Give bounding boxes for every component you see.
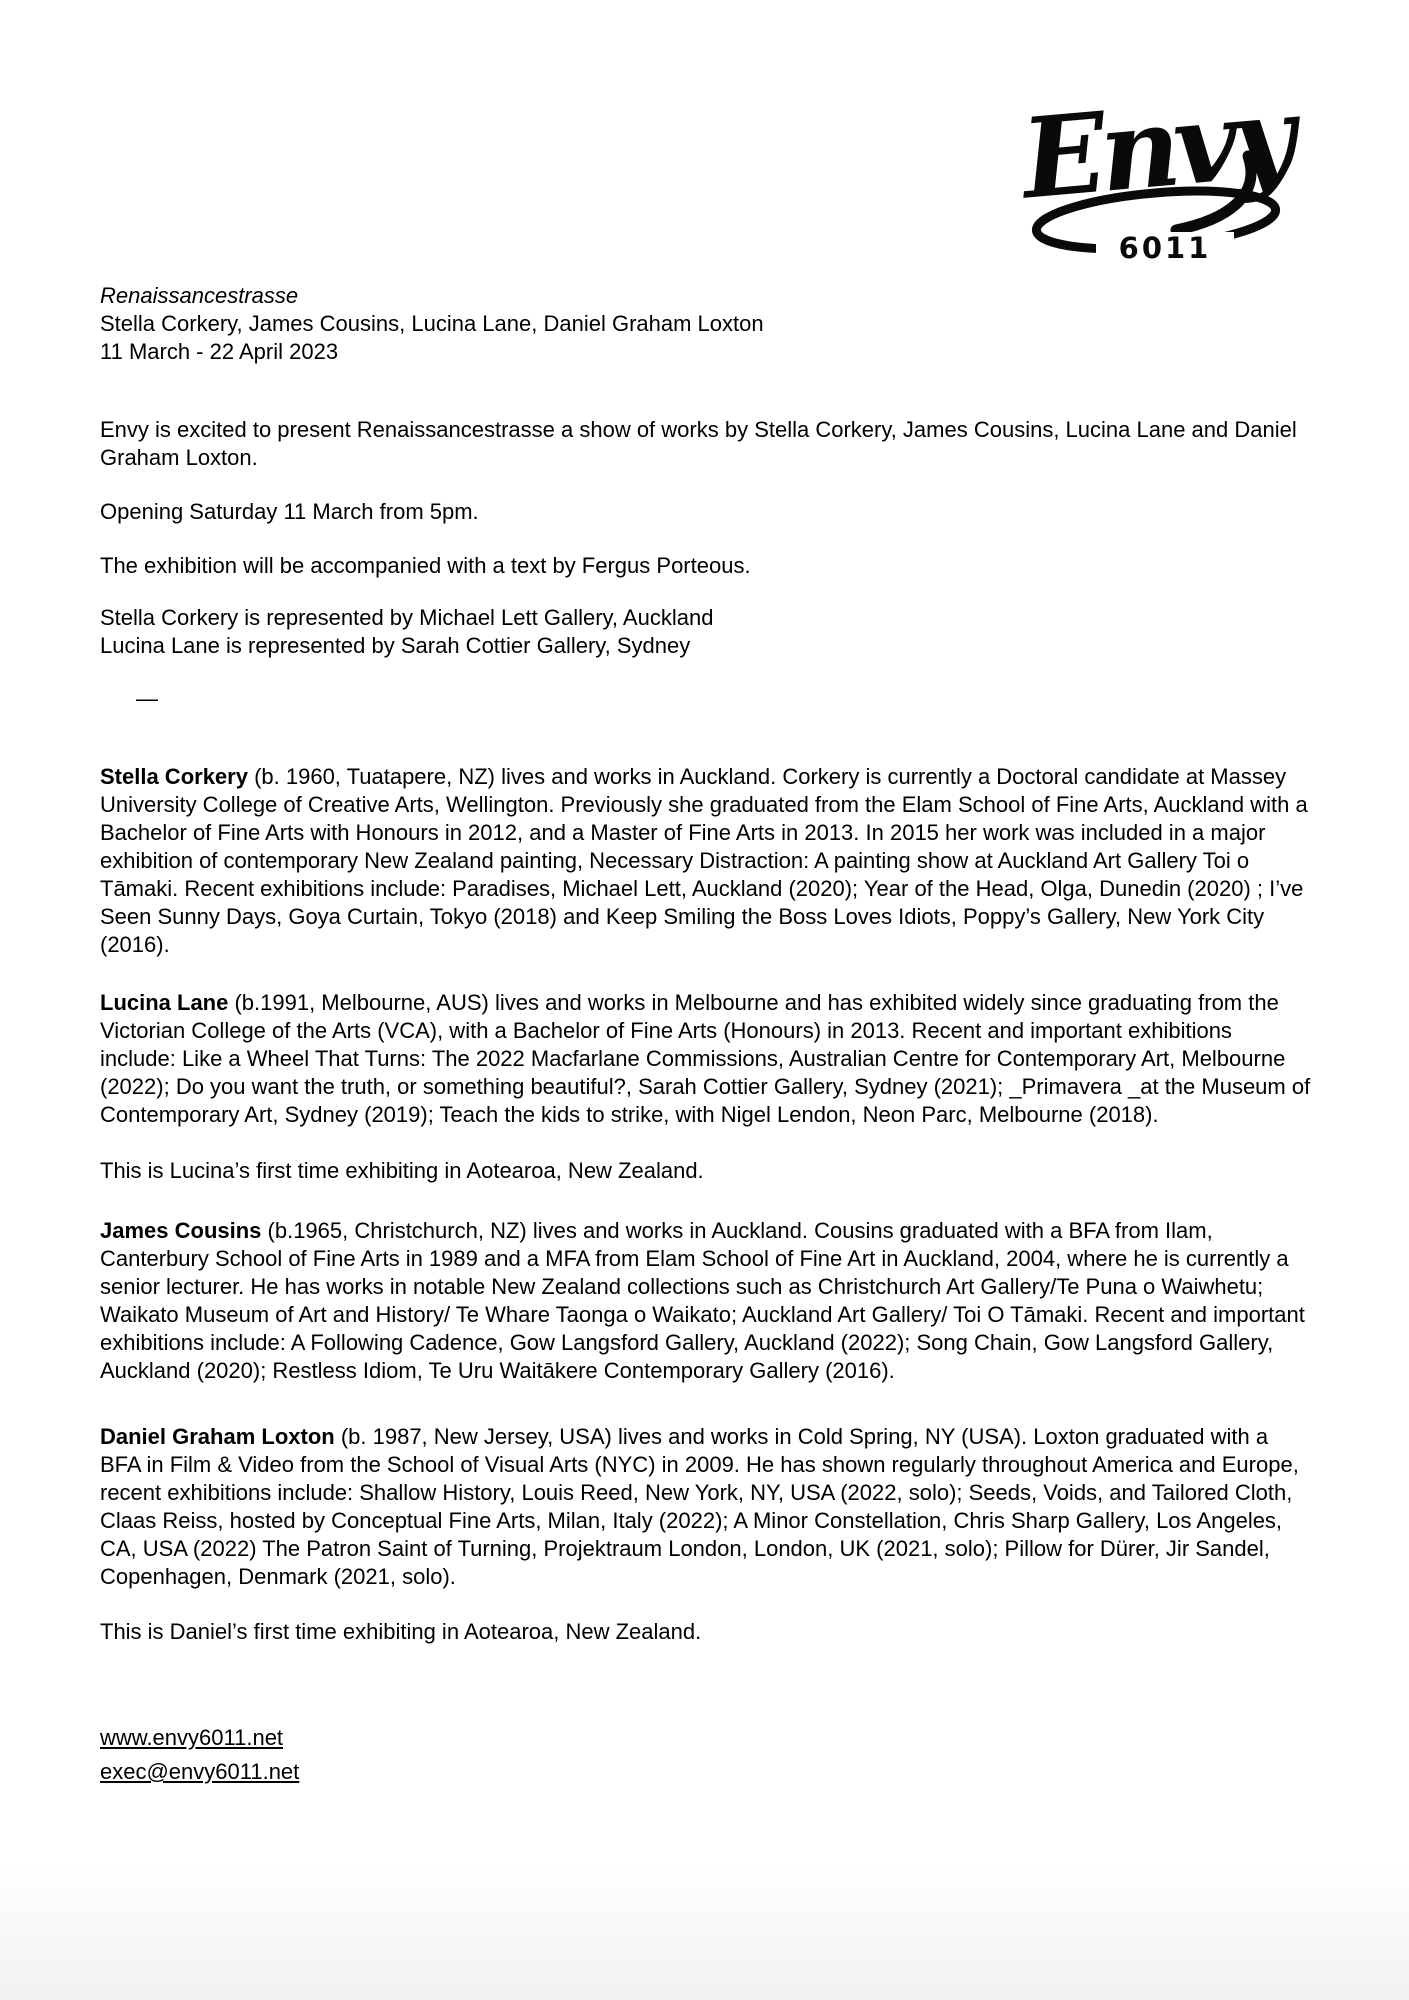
- email-link[interactable]: exec@envy6011.net: [100, 1759, 300, 1784]
- representation-line-stella: Stella Corkery is represented by Michael Lett Gallery, Auckland: [100, 605, 714, 630]
- artist-bio-lucina: [100, 989, 1312, 1129]
- artist-name: James Cousins: [100, 1218, 262, 1243]
- exhibition-title: Renaissancestrasse: [100, 283, 299, 308]
- press-release-body: [100, 282, 1312, 1786]
- bio-text: (b.1965, Christchurch, NZ) lives and works in Auckland. Cousins graduated with a BFA from Ilam, Canterbury School of Fine Arts in 1989 and a MFA from Elam School of Fine Art in Auckland, 2004, where he is currently a senior lecturer. He has works in notable New Zealand collections such as Christchurch Art Gallery/Te Puna o Waiwhetu; Waikato Museum of Art and History/ Te Whare Taonga o Waikato; Auckland Art Gallery/ Toi O Tāmaki. Recent and important exhibitions include: A Following Cadence, Gow Langsford Gallery, Auckland (2022); Song Chain, Gow Langsford Gallery, Auckland (2020); Restless Idiom, Te Uru Waitākere Contemporary Gallery (2016).: [100, 1218, 1305, 1383]
- intro-paragraph: Envy is excited to present Renaissancestrasse a show of works by Stella Corkery, James Cousins, Lucina Lane and Daniel Graham Loxton.: [100, 417, 1297, 470]
- website-link[interactable]: www.envy6011.net: [100, 1725, 284, 1750]
- artist-name: Daniel Graham Loxton: [100, 1424, 335, 1449]
- bio-text: (b. 1960, Tuatapere, NZ) lives and works in Auckland. Corkery is currently a Doctoral candidate at Massey University College of Creative Arts, Wellington. Previously she graduated from the Elam School of Fine Arts, Auckland with a Bachelor of Fine Arts with Honours in 2012, and a Master of Fine Arts in 2013. In 2015 her work was included in a major exhibition of contemporary New Zealand painting, Necessary Distraction: A painting show at Auckland Art Gallery Toi o Tāmaki. Recent exhibitions include: Paradises, Michael Lett, Auckland (2020); Year of the Head, Olga, Dunedin (2020) ; I’ve Seen Sunny Days, Goya Curtain, Tokyo (2018) and Keep Smiling the Boss Loves Idiots, Poppy’s Gallery, New York City (2016).: [100, 764, 1308, 957]
- artist-name: Lucina Lane: [100, 990, 229, 1015]
- logo-number: 6011: [1118, 231, 1212, 265]
- artist-bio-daniel: [100, 1423, 1312, 1591]
- artist-list: Stella Corkery, James Cousins, Lucina Lane, Daniel Graham Loxton: [100, 311, 764, 336]
- opening-line: Opening Saturday 11 March from 5pm.: [100, 499, 479, 524]
- bio-text: (b. 1987, New Jersey, USA) lives and works in Cold Spring, NY (USA). Loxton graduated with a BFA in Film & Video from the School of Visual Arts (NYC) in 2009. He has shown regularly throughout America and Europe, recent exhibitions include: Shallow History, Louis Reed, New York, NY, USA (2022, solo); Seeds, Voids, and Tailored Cloth, Claas Reiss, hosted by Conceptual Fine Arts, Milan, Italy (2022); A Minor Constellation, Chris Sharp Gallery, Los Angeles, CA, USA (2022) The Patron Saint of Turning, Projektraum London, London, UK (2021, solo); Pillow for Dürer, Jir Sandel, Copenhagen, Denmark (2021, solo).: [100, 1424, 1299, 1589]
- exhibition-dates: 11 March - 22 April 2023: [100, 339, 339, 364]
- bio-text: (b.1991, Melbourne, AUS) lives and works in Melbourne and has exhibited widely since graduating from the Victorian College of the Arts (VCA), with a Bachelor of Fine Arts (Honours) in 2013. Recent and important exhibitions include: Like a Wheel That Turns: The 2022 Macfarlane Commissions, Australian Centre for Contemporary Art, Melbourne (2022); Do you want the truth, or something beautiful?, Sarah Cottier Gallery, Sydney (2021); _Primavera _at the Museum of Contemporary Art, Sydney (2019); Teach the kids to strike, with Nigel Lendon, Neon Parc, Melbourne (2018).: [100, 990, 1311, 1127]
- artist-bio-james: [100, 1217, 1312, 1385]
- divider-dash: —: [136, 686, 158, 711]
- first-time-note-daniel: This is Daniel’s first time exhibiting in Aotearoa, New Zealand.: [100, 1619, 702, 1644]
- representation-line-lucina: Lucina Lane is represented by Sarah Cottier Gallery, Sydney: [100, 633, 691, 658]
- artist-bio-stella: [100, 763, 1312, 959]
- logo-wordmark: Envy: [1016, 71, 1295, 224]
- envy-6011-logo: [1008, 70, 1308, 268]
- first-time-note-lucina: This is Lucina’s first time exhibiting in Aotearoa, New Zealand.: [100, 1158, 704, 1183]
- text-credit-line: The exhibition will be accompanied with a text by Fergus Porteous.: [100, 553, 751, 578]
- artist-name: Stella Corkery: [100, 764, 248, 789]
